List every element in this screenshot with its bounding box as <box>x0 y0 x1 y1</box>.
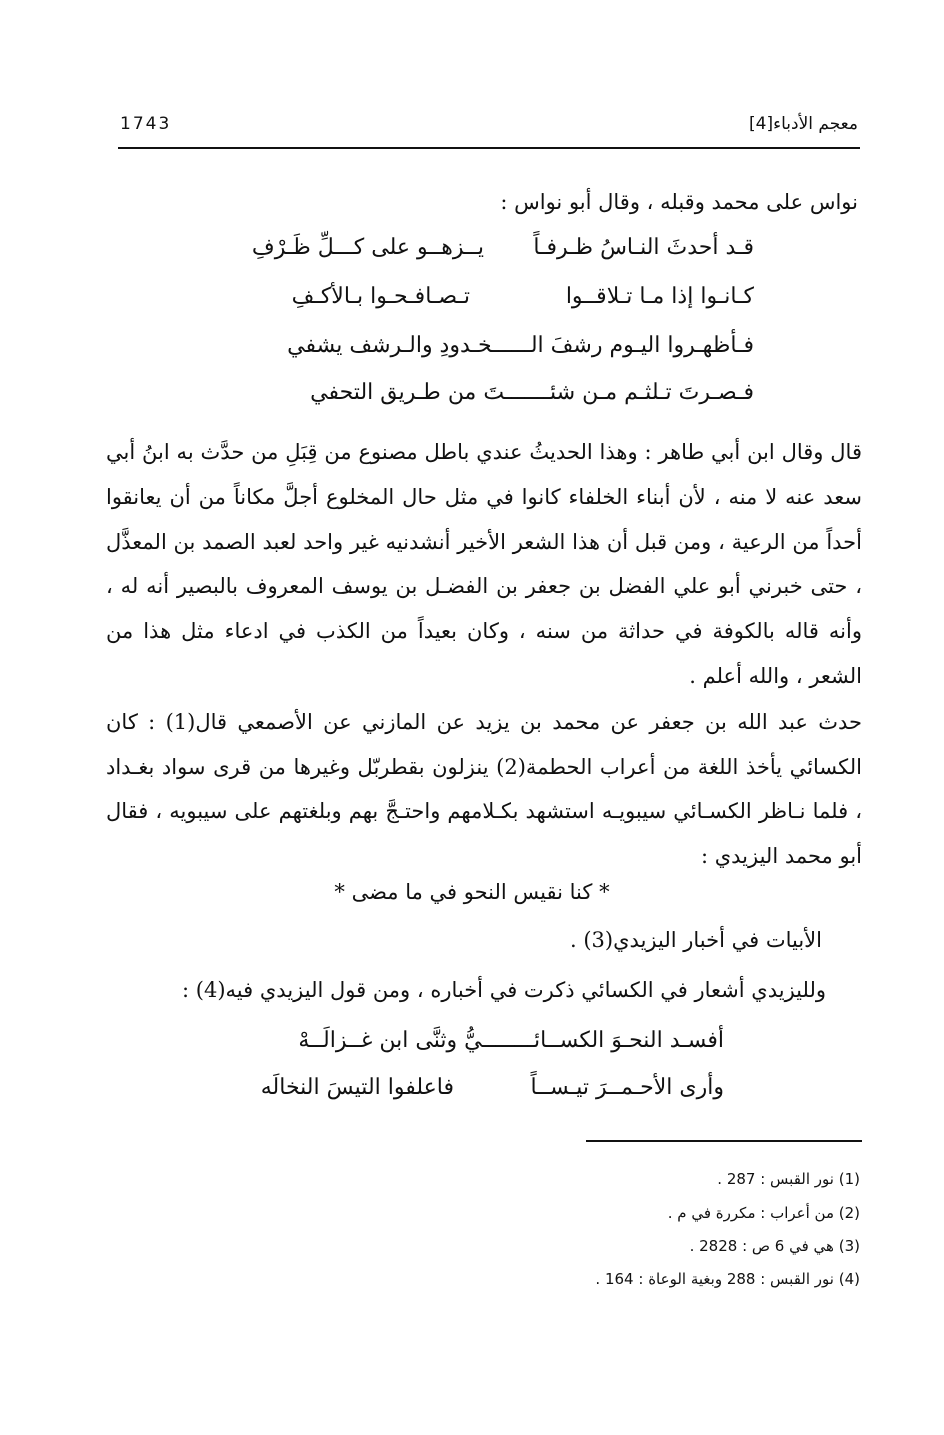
poem2-line2-left: فاعلفوا التيسَ النخالَه <box>260 1075 454 1100</box>
paragraph-1-text: قال وقال ابن أبي طاهر : وهذا الحديثُ عندي باطل مصنوع من قِبَلِ من حدَّث به ابنُ أبي سعد عنه لا منه ، لأن أبناء الخلفاء كانوا في مثل حال المخلوع أجلَّ مكاناً من أن يعانقوا أحداً من الرعية ، ومن قبل أن هذا الشعر الأخير أنشدنيه غير واحد لعبد الصمد بن المعذَّل ، حتى خبرني أبو علي الفضل بن جعفر بن الفضـل بن يوسف المعروف بالبصير أنه له ، وأنه قاله بالكوفة في حداثة من سنه ، وكان بعيداً من الكذب في ادعاء مثل هذا من الشعر ، والله أعلم . <box>106 440 862 688</box>
poem2-line1: أفسـد النحـوَ الكســائــــــــيُّ وثنَّى ابن غــزالَــهْ <box>298 1028 724 1053</box>
footnote-divider <box>586 1140 862 1142</box>
poem1-line3: فـأظهـروا اليـوم رشفَ الــــــخـدودِ والـرشف يشفي <box>287 333 754 358</box>
poem1-line4: فـصـرتَ تـلثـم مـن شئـــــــتَ من طـريق التحفي <box>310 380 754 405</box>
reference-line: الأبيات في أخبار اليزيدي(3) . <box>570 928 822 952</box>
poem1-line2-right: كـانـوا إذا مـا تـلاقــوا <box>565 284 754 309</box>
running-title: معجم الأدباء[4] <box>749 114 858 134</box>
poem1-line2-left: تـصـافـحـوا بـالأكـفِ <box>291 284 470 309</box>
footnote-4: (4) نور القبس : 288 وبغية الوعاة : 164 . <box>595 1270 860 1288</box>
poem2-line2-right: وأرى الأحـمــرَ تيـســاً <box>530 1075 724 1100</box>
header-divider <box>118 147 860 149</box>
footnote-3: (3) هي في 6 ص : 2828 . <box>689 1237 860 1255</box>
hemistich: * كنا نقيس النحو في ما مضى * <box>334 880 610 904</box>
page-number: 1743 <box>120 114 172 134</box>
paragraph-2 <box>106 700 862 878</box>
paragraph-2-text: حدث عبد الله بن جعفر عن محمد بن يزيد عن المازني عن الأصمعي قال(1) : كان الكسائي يأخذ اللغة من أعراب الحطمة(2) ينزلون بقطربّل وغيرها من قرى سواد بغـداد ، فلما نـاظر الكسـائي سيبويـه استشهد بكـلامهم واحتـجَّ بهم وبلغتهم على سيبويه ، فقال أبو محمد اليزيدي : <box>106 710 862 868</box>
intro-line: نواس على محمد وقبله ، وقال أبو نواس : <box>500 190 858 214</box>
footnote-1: (1) نور القبس : 287 . <box>717 1170 860 1188</box>
footnote-2: (2) من أعراب : مكررة في م . <box>667 1204 860 1222</box>
paragraph-1 <box>106 430 862 699</box>
poem1-line1-left: يــزهــو على كـــلِّ ظَـرْفِ <box>251 235 484 260</box>
intro-line-2: ولليزيدي أشعار في الكسائي ذكرت في أخباره ، ومن قول اليزيدي فيه(4) : <box>182 978 826 1002</box>
poem1-line1-right: قـد أحدثَ النـاسُ ظـرفـاً <box>533 235 754 260</box>
